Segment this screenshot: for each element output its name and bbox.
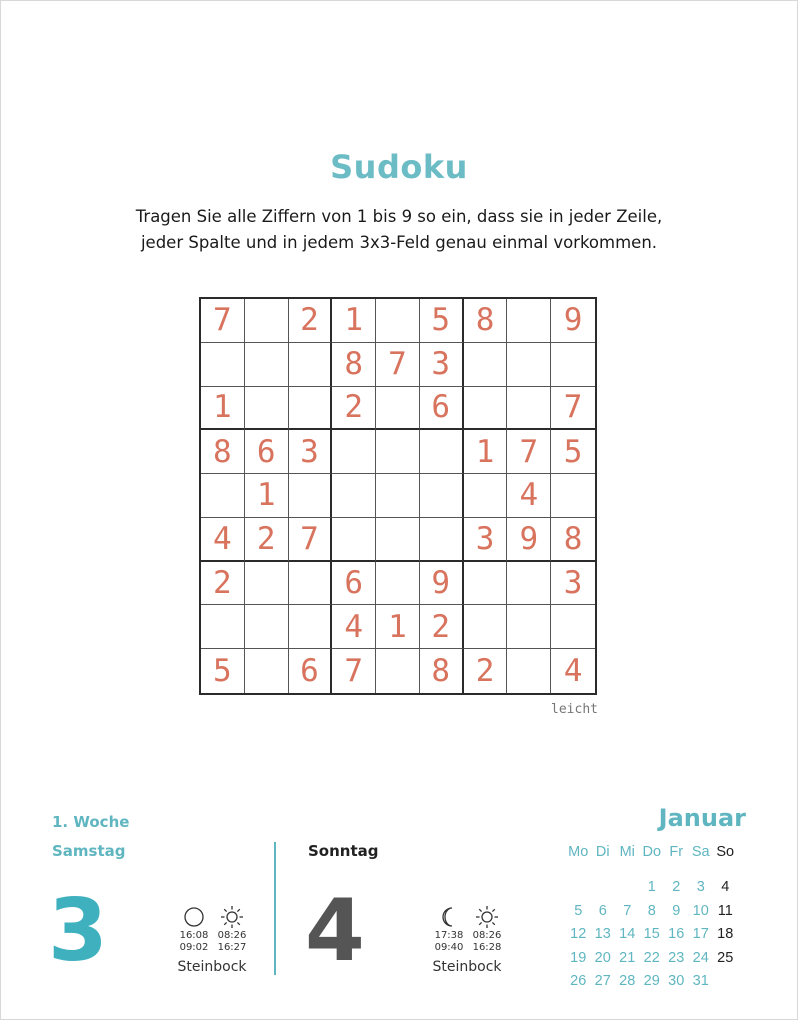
calendar-day: 12 [570,926,587,943]
sudoku-cell[interactable]: 7 [376,343,420,387]
sudoku-cell[interactable] [201,343,245,387]
sudoku-cell[interactable] [289,562,333,606]
saturday-zodiac: Steinbock [177,959,247,975]
sudoku-cell[interactable]: 2 [201,562,245,606]
calendar-day: 2 [672,879,681,896]
calendar-weekday: Mi [619,843,635,860]
saturday-moon-set: 16:08 [179,930,209,941]
sudoku-cell[interactable] [376,387,420,431]
calendar-month-title: Januar [658,804,746,832]
calendar-day: 10 [692,902,709,919]
month-calendar [566,840,738,993]
sudoku-cell[interactable] [464,605,508,649]
calendar-week-row [566,923,738,947]
sudoku-cell[interactable]: 4 [201,518,245,562]
puzzle-title: Sudoku [330,148,468,186]
sudoku-cell[interactable]: 2 [332,387,376,431]
sudoku-cell[interactable] [245,387,289,431]
sudoku-cell[interactable] [507,562,551,606]
saturday-moon-rise: 09:02 [179,942,209,953]
calendar-weekday-row [566,840,738,864]
calendar-day: 26 [570,973,587,990]
calendar-weekday: Di [595,843,610,860]
calendar-day: 23 [668,949,685,966]
sudoku-cell[interactable] [245,649,289,693]
calendar-weeks [566,876,738,994]
sudoku-cell[interactable] [420,430,464,474]
calendar-weekday: Fr [669,843,684,860]
sunday-sun-times [470,930,504,954]
sudoku-cell[interactable]: 8 [420,649,464,693]
sudoku-cell[interactable] [289,605,333,649]
sudoku-cell[interactable] [332,518,376,562]
sudoku-cell[interactable]: 1 [464,430,508,474]
sudoku-cell[interactable] [376,562,420,606]
calendar-weekday: So [716,843,735,860]
sudoku-cell[interactable]: 8 [332,343,376,387]
instructions-line-1: Tragen Sie alle Ziffern von 1 bis 9 so ein, dass sie in jeder Zeile, [135,207,663,226]
calendar-day: 5 [574,902,583,919]
sudoku-cell[interactable] [376,649,420,693]
sudoku-cell[interactable]: 9 [551,299,595,343]
sudoku-cell[interactable]: 2 [289,299,333,343]
sudoku-cell[interactable]: 9 [507,518,551,562]
sunday-moon-times [432,930,466,954]
sudoku-cell[interactable] [289,387,333,431]
sudoku-cell[interactable]: 8 [201,430,245,474]
crescent-moon-icon [437,906,461,928]
sudoku-cell[interactable]: 9 [420,562,464,606]
sudoku-cell[interactable]: 7 [201,299,245,343]
calendar-day: 28 [619,973,636,990]
sudoku-cell[interactable] [376,299,420,343]
sudoku-cell[interactable] [507,343,551,387]
instructions-line-2: jeder Spalte und in jedem 3x3-Feld genau einmal vorkommen. [140,233,658,252]
sudoku-cell[interactable]: 8 [551,518,595,562]
sudoku-cell[interactable] [507,387,551,431]
sudoku-cell[interactable] [245,605,289,649]
sun-icon [475,905,499,927]
sudoku-cell[interactable]: 2 [464,649,508,693]
calendar-week-row [566,970,738,994]
week-label: 1. Woche [52,813,130,831]
calendar-day: 4 [721,879,730,896]
calendar-week-row [566,899,738,923]
sudoku-cell[interactable] [507,299,551,343]
sudoku-cell[interactable] [551,605,595,649]
calendar-day: 9 [672,902,681,919]
sudoku-cell[interactable] [551,474,595,518]
calendar-day: 29 [643,973,660,990]
saturday-sun-set: 16:27 [217,942,247,953]
calendar-day: 22 [643,949,660,966]
sudoku-cell[interactable]: 6 [245,430,289,474]
sudoku-cell[interactable] [464,387,508,431]
sunday-name: Sonntag [308,842,379,860]
calendar-day: 20 [594,949,611,966]
sudoku-cell[interactable] [376,474,420,518]
sudoku-cell[interactable]: 5 [420,299,464,343]
calendar-week-row [566,946,738,970]
saturday-sun-rise: 08:26 [217,930,247,941]
sudoku-cell[interactable] [464,343,508,387]
sudoku-cell[interactable] [376,518,420,562]
sudoku-cell[interactable] [289,343,333,387]
sunday-zodiac: Steinbock [432,959,502,975]
sudoku-cell[interactable]: 1 [245,474,289,518]
calendar-day: 3 [696,879,705,896]
saturday-name: Samstag [52,842,126,860]
sudoku-cell[interactable] [420,474,464,518]
sun-icon [220,905,244,927]
calendar-weekday: Do [642,843,662,860]
sudoku-cell[interactable]: 6 [289,649,333,693]
calendar-day: 31 [692,973,709,990]
sudoku-cell[interactable] [464,474,508,518]
calendar-day: 1 [647,879,656,896]
saturday-date-number: 3 [48,881,108,981]
sunday-date-number: 4 [305,881,365,981]
sudoku-cell[interactable] [245,343,289,387]
sudoku-cell[interactable] [332,430,376,474]
sudoku-cell[interactable]: 2 [245,518,289,562]
sudoku-cell[interactable] [376,430,420,474]
sudoku-cell[interactable] [289,474,333,518]
sudoku-cell[interactable]: 3 [464,518,508,562]
calendar-day: 11 [717,902,733,919]
calendar-day: 6 [598,902,607,919]
sudoku-cell[interactable]: 5 [551,430,595,474]
sudoku-cell[interactable] [201,605,245,649]
sudoku-cell[interactable] [420,518,464,562]
sunday-moon-set: 17:38 [434,930,464,941]
sudoku-cell[interactable]: 3 [420,343,464,387]
calendar-day: 19 [570,949,587,966]
sudoku-cell[interactable]: 3 [551,562,595,606]
sudoku-cell[interactable]: 3 [289,430,333,474]
sudoku-cell[interactable] [551,343,595,387]
sudoku-cell[interactable]: 5 [201,649,245,693]
saturday-sun-times [215,930,249,954]
calendar-day: 27 [594,973,611,990]
sudoku-cell[interactable]: 6 [420,387,464,431]
sudoku-cell[interactable]: 1 [332,299,376,343]
sudoku-cell[interactable]: 6 [332,562,376,606]
sudoku-cell[interactable]: 4 [507,474,551,518]
sudoku-cell[interactable] [245,299,289,343]
calendar-day: 18 [717,926,734,943]
calendar-day: 15 [643,926,660,943]
calendar-day: 13 [594,926,611,943]
puzzle-instructions [100,204,698,256]
sudoku-cell[interactable]: 4 [332,605,376,649]
saturday-moon-times [177,930,211,954]
day-divider [274,842,276,975]
sudoku-cell[interactable]: 8 [464,299,508,343]
calendar-day: 25 [717,949,734,966]
calendar-day: 17 [692,926,709,943]
calendar-day: 14 [619,926,636,943]
calendar-weekday: Sa [691,843,710,860]
sudoku-cell[interactable] [507,605,551,649]
calendar-day: 21 [619,949,636,966]
sunday-sun-set: 16:28 [472,942,502,953]
sudoku-cell[interactable]: 7 [551,387,595,431]
full-moon-icon [182,906,206,928]
sudoku-cell[interactable] [464,562,508,606]
calendar-day: 24 [692,949,709,966]
sudoku-cell[interactable]: 2 [420,605,464,649]
difficulty-label: leicht [551,702,598,717]
sudoku-grid [199,297,597,695]
sudoku-cell[interactable]: 4 [563,653,583,690]
calendar-week-row [566,876,738,900]
calendar-weekday: Mo [568,843,589,860]
calendar-day: 8 [647,902,656,919]
sudoku-cell[interactable]: 7 [332,649,376,693]
sunday-moon-rise: 09:40 [434,942,464,953]
calendar-day: 7 [623,902,632,919]
sudoku-cell[interactable] [201,474,245,518]
sunday-sun-rise: 08:26 [472,930,502,941]
calendar-day: 16 [668,926,685,943]
sudoku-cell[interactable]: 7 [507,430,551,474]
sudoku-cell[interactable]: 7 [289,518,333,562]
sudoku-cell[interactable]: 1 [201,387,245,431]
sudoku-cell[interactable]: 1 [376,605,420,649]
sudoku-cell[interactable] [245,562,289,606]
calendar-day: 30 [668,973,685,990]
sudoku-cell[interactable] [332,474,376,518]
sudoku-cell[interactable] [507,649,551,693]
